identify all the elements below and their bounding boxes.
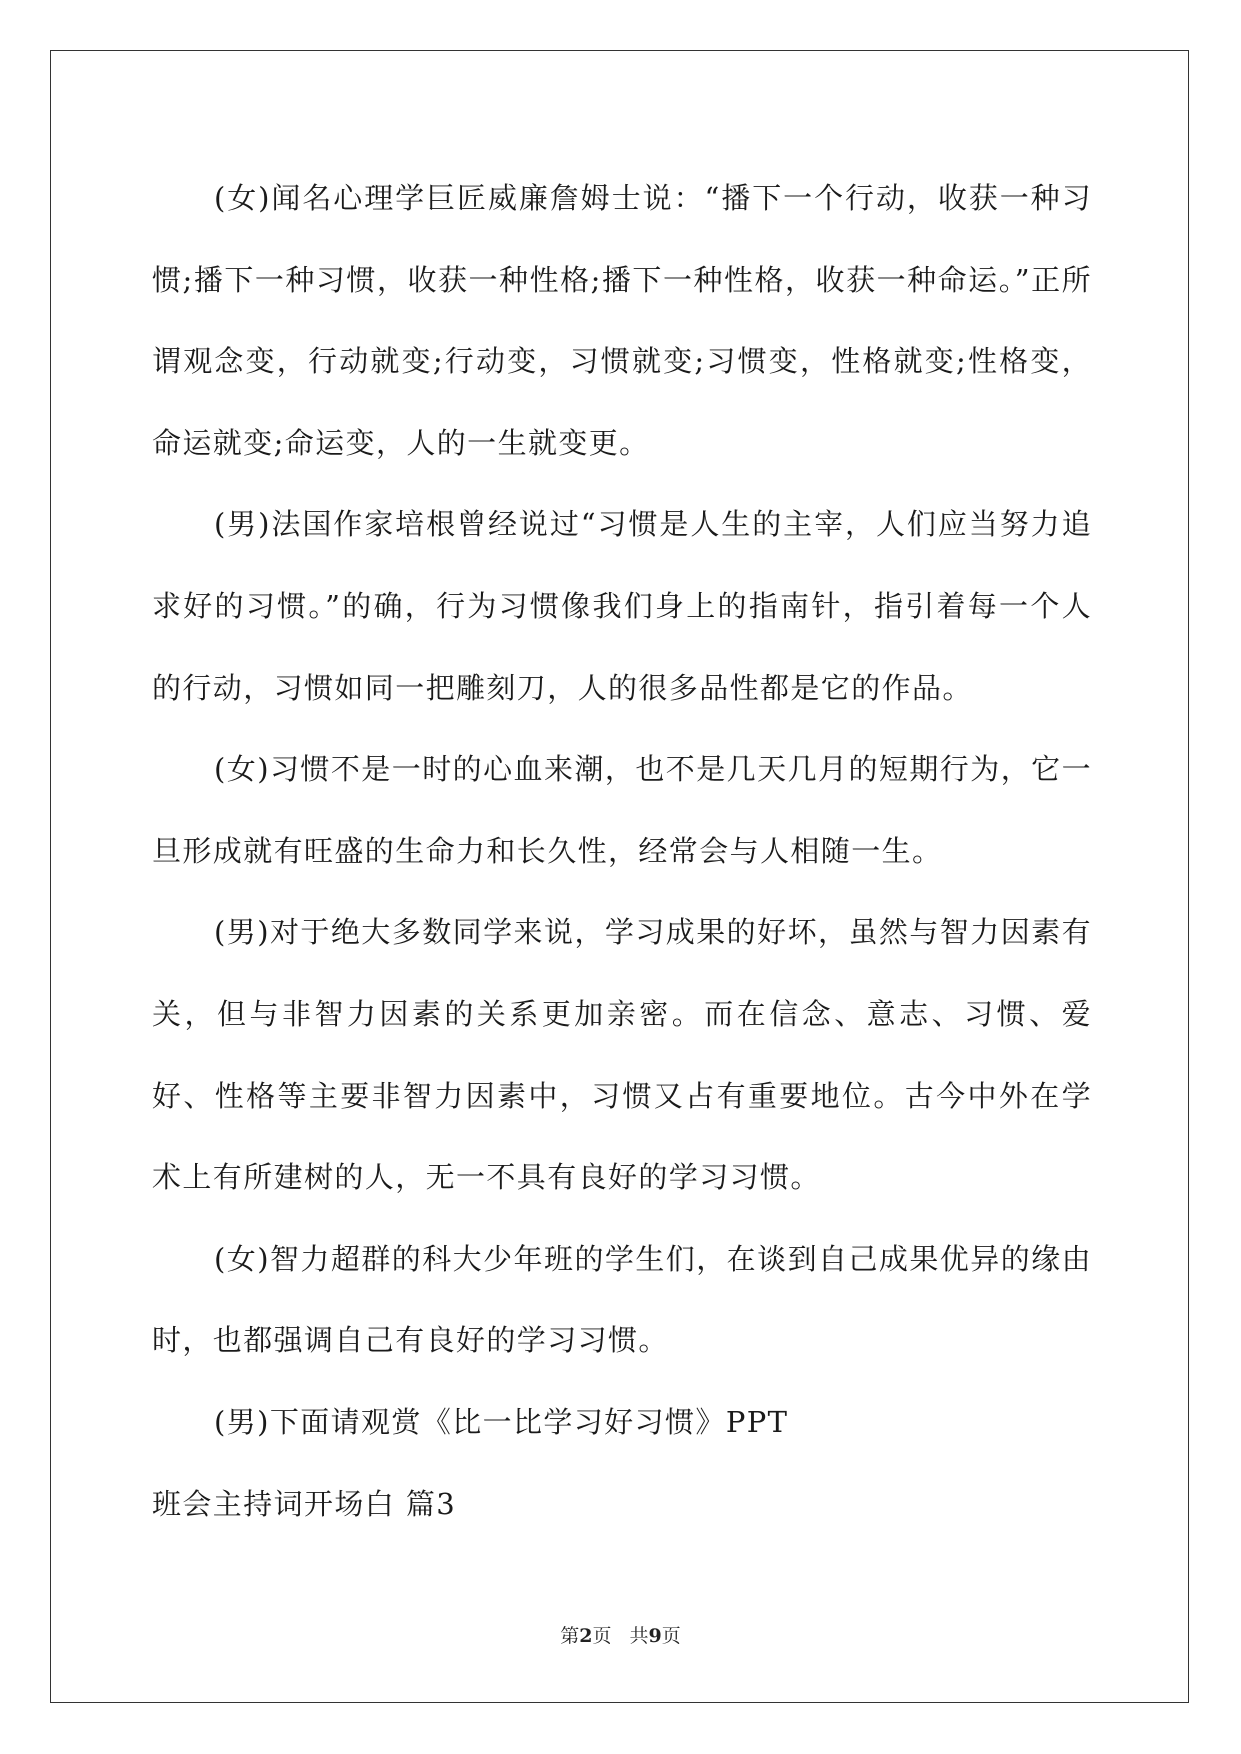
footer-page-number: 2 (579, 1625, 593, 1647)
document-body (152, 158, 1092, 1545)
footer-total-prefix: 共 (629, 1625, 649, 1647)
paragraph-6: (男)下面请观赏《比一比学习好习惯》PPT (214, 1404, 789, 1439)
footer-total-pages: 9 (648, 1625, 662, 1647)
paragraph-2: (男)法国作家培根曾经说过“习惯是人生的主宰，人们应当努力追求好的习惯。”的确，行为习惯像我们身上的指南针，指引着每一个人的行动，习惯如同一把雕刻刀，人的很多品性都是它的作品。 (152, 507, 1092, 705)
section-heading: 班会主持词开场白 篇3 (152, 1486, 457, 1521)
paragraph-1: (女)闻名心理学巨匠威廉詹姆士说：“播下一个行动，收获一种习惯;播下一种习惯，收获一种性格;播下一种性格，收获一种命运。”正所谓观念变，行动就变;行动变，习惯就变;习惯变，性格就变;性格变，命运就变;命运变，人的一生就变更。 (152, 181, 1092, 460)
footer-prefix: 第 (560, 1625, 580, 1647)
page-footer (0, 1621, 1241, 1648)
footer-total-unit: 页 (661, 1625, 681, 1647)
paragraph-4: (男)对于绝大多数同学来说，学习成果的好坏，虽然与智力因素有关，但与非智力因素的关系更加亲密。而在信念、意志、习惯、爱好、性格等主要非智力因素中，习惯又占有重要地位。古今中外在学术上有所建树的人，无一不具有良好的学习习惯。 (152, 915, 1092, 1195)
paragraph-5: (女)智力超群的科大少年班的学生们，在谈到自己成果优异的缘由时，也都强调自己有良好的学习习惯。 (152, 1241, 1092, 1358)
paragraph-3: (女)习惯不是一时的心血来潮，也不是几天几月的短期行为，它一旦形成就有旺盛的生命力和长久性，经常会与人相随一生。 (152, 752, 1092, 868)
footer-page-unit: 页 (592, 1625, 612, 1647)
